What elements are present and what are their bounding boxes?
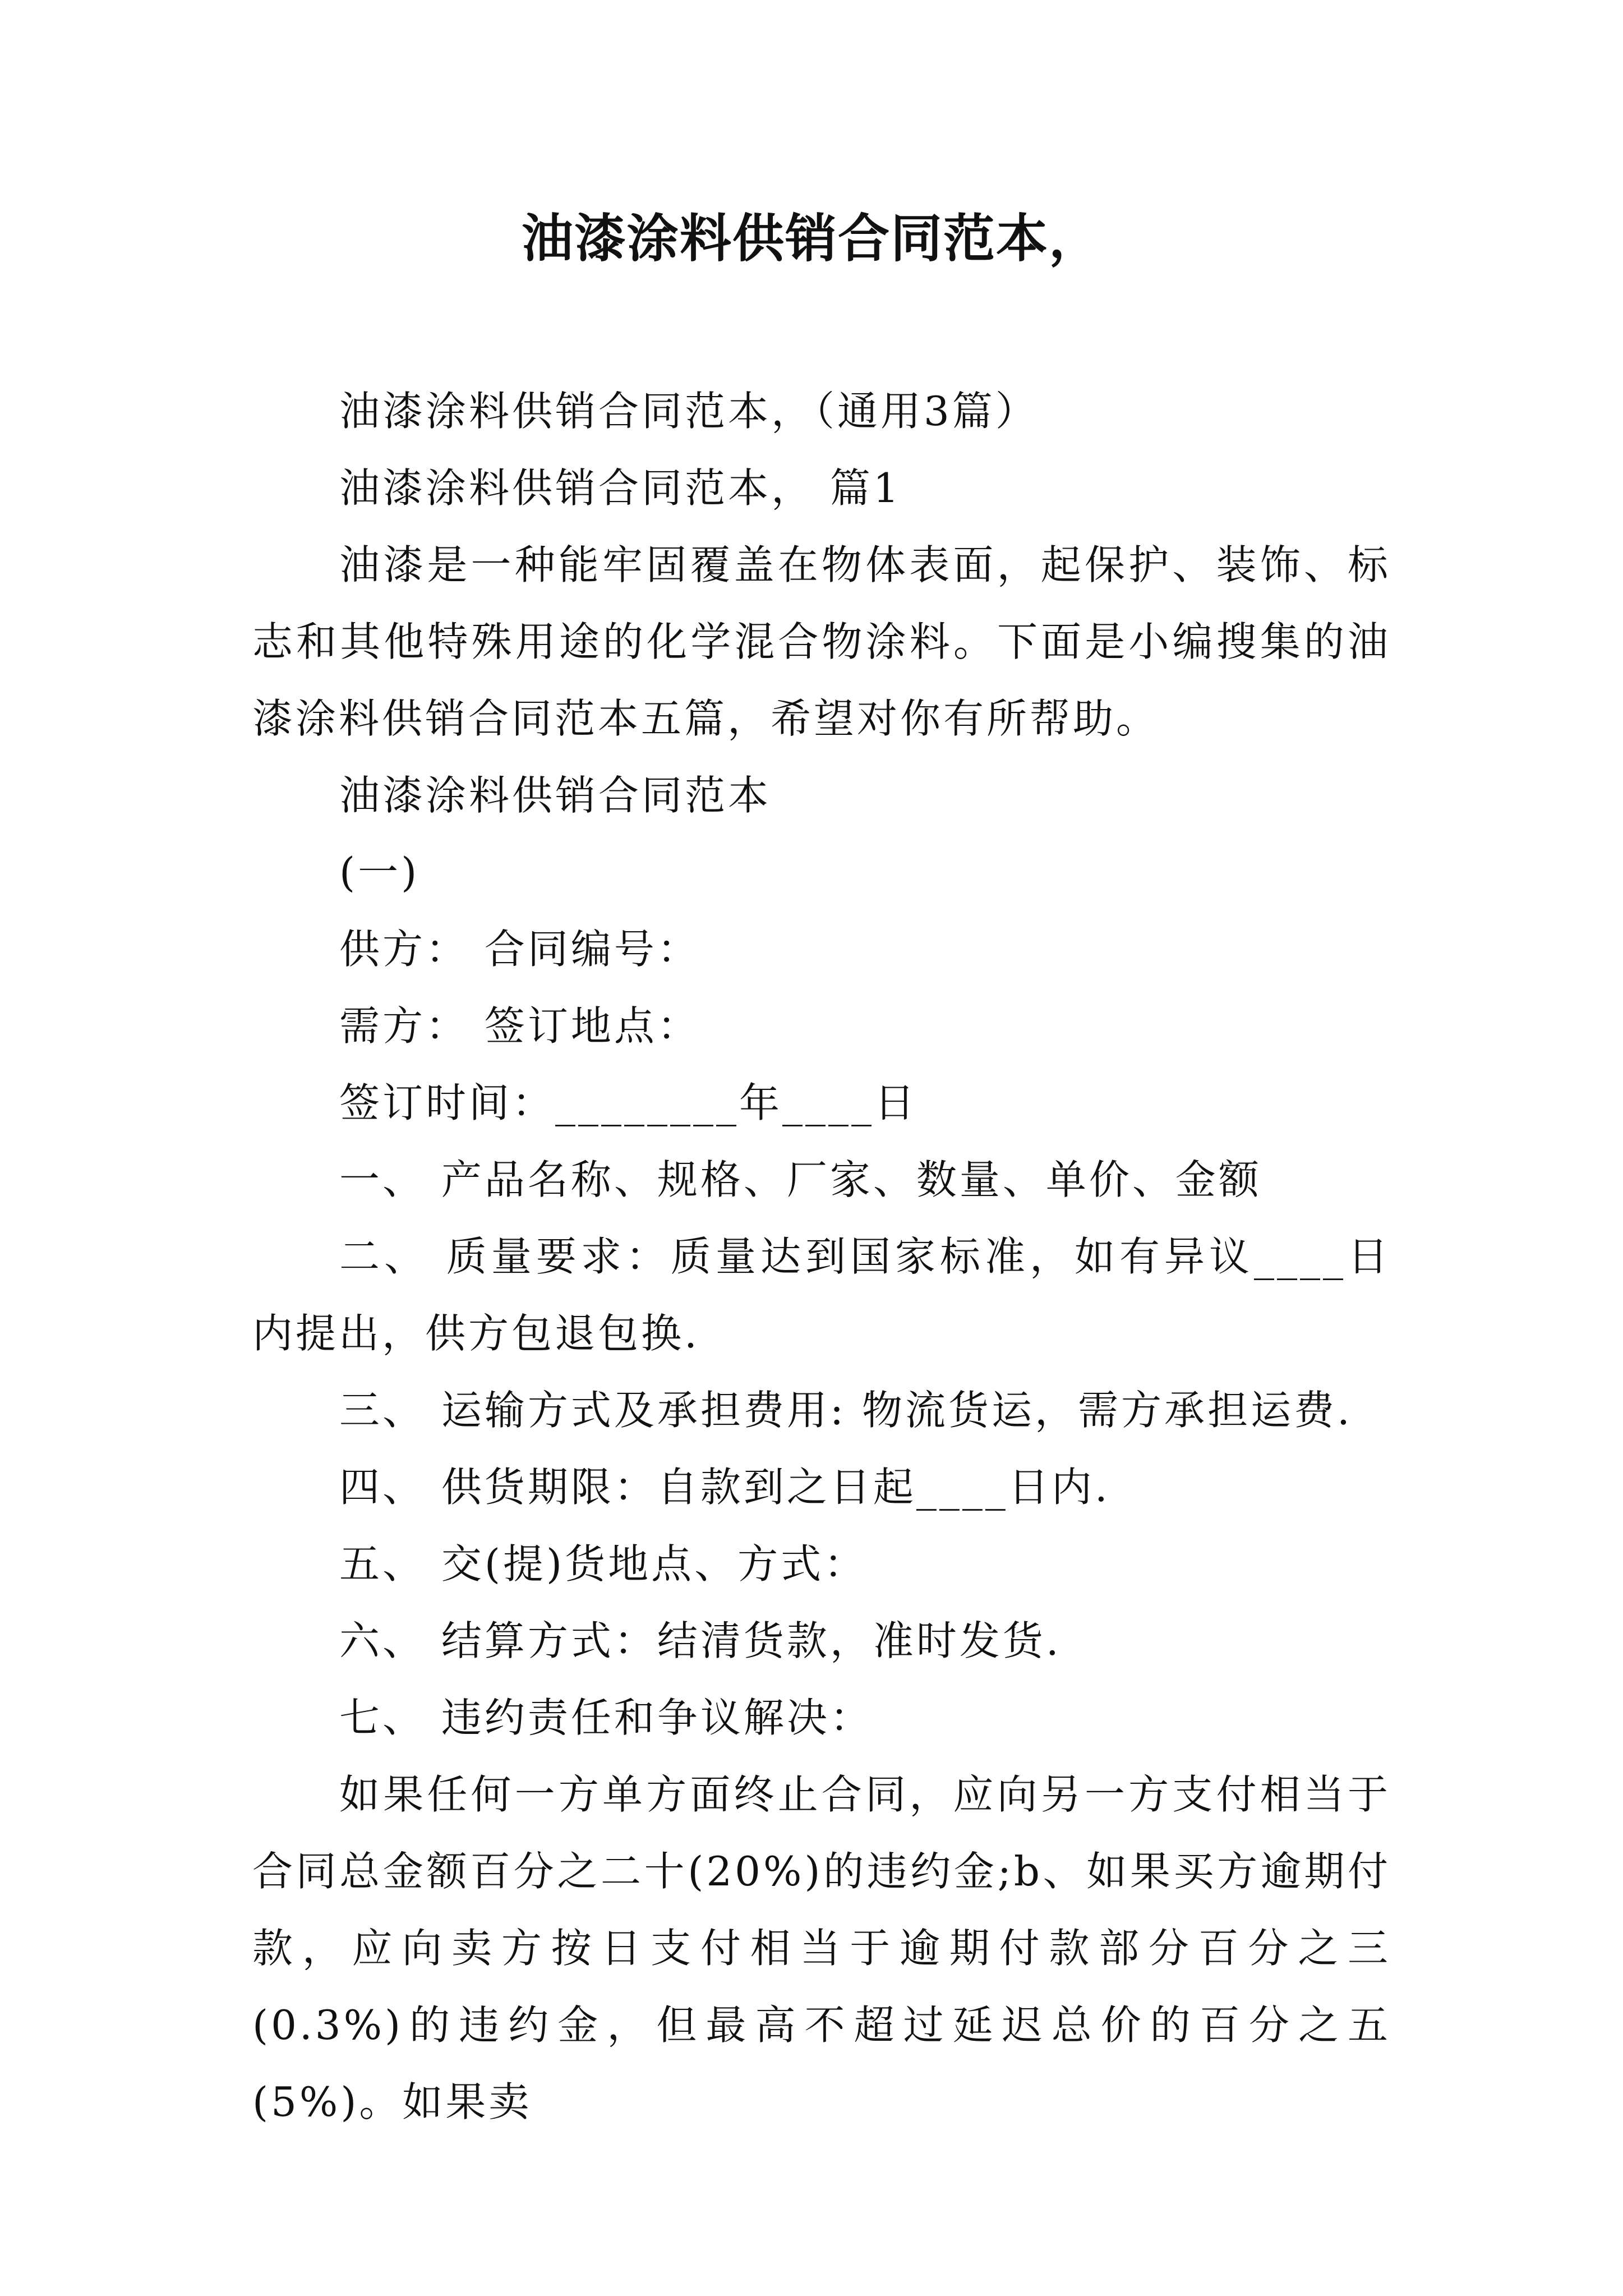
paragraph-clause-1: 一、 产品名称、规格、厂家、数量、单价、金额 bbox=[339, 1156, 1262, 1203]
paragraph-supplier: 供方： 合同编号： bbox=[339, 926, 700, 973]
paragraph-clause-7: 七、 违约责任和争议解决： bbox=[339, 1694, 873, 1741]
paragraph-clause-5: 五、 交(提)货地点、方式： bbox=[339, 1540, 868, 1588]
document-title: 油漆涂料供销合同范本， bbox=[521, 208, 1101, 269]
paragraph-liability: 如果任何一方单方面终止合同，应向另一方支付相当于合同总金额百分之二十(20%)的违约金;b、如果买方逾期付款，应向卖方按日支付相当于逾期付款部分百分之三(0.3%)的违约金，但最高不超过延迟总价的百分之五(5%)。如果卖 bbox=[252, 1771, 1391, 2125]
paragraph-contract-title: 油漆涂料供销合同范本 bbox=[339, 772, 772, 819]
paragraph-buyer: 需方： 签订地点： bbox=[339, 1002, 700, 1050]
paragraph-clause-6: 六、 结算方式：结清货款，准时发货. bbox=[339, 1617, 1062, 1664]
paragraph-contract-number: (一) bbox=[339, 849, 420, 896]
document-body bbox=[252, 373, 1391, 2141]
paragraph-intro: 油漆是一种能牢固覆盖在物体表面，起保护、装饰、标志和其他特殊用途的化学混合物涂料。下面是小编搜集的油漆涂料供销合同范本五篇，希望对你有所帮助。 bbox=[252, 541, 1391, 742]
paragraph-clause-2: 二、 质量要求：质量达到国家标准，如有异议____日内提出，供方包退包换. bbox=[252, 1233, 1391, 1357]
paragraph-clause-4: 四、 供货期限：自款到之日起____日内. bbox=[339, 1464, 1110, 1511]
paragraph-sign-date: 签订时间：________年____日 bbox=[339, 1079, 918, 1126]
paragraph-clause-3: 三、 运输方式及承担费用: 物流货运，需方承担运费. bbox=[339, 1387, 1353, 1434]
paragraph-section-heading: 油漆涂料供销合同范本， 篇1 bbox=[339, 464, 902, 512]
paragraph-subtitle: 油漆涂料供销合同范本，（通用3篇） bbox=[339, 388, 1039, 435]
